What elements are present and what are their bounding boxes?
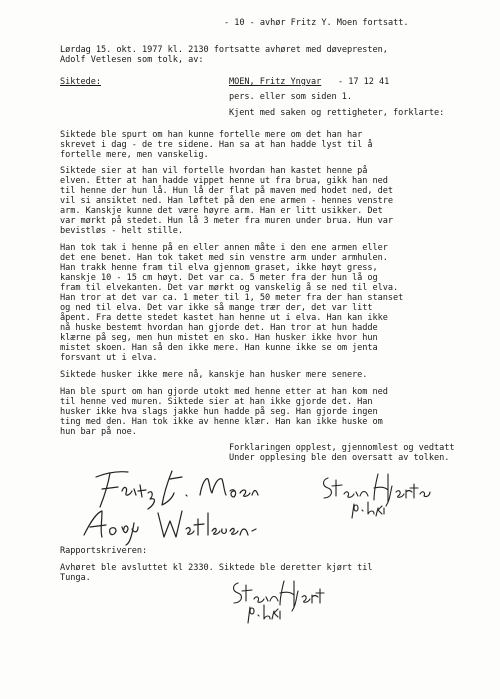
para5-line: Han ble spurt om han gjorde utokt med henne etter at han kom ned: [60, 387, 388, 397]
page-header: - 10 - avhør Fritz Y. Moen fortsatt.: [224, 18, 409, 28]
para1-line: skrevet i dag - de tre sidene. Han sa at han hadde lyst til å: [60, 140, 373, 150]
intro-line-1: Lørdag 15. okt. 1977 kl. 2130 fortsatte avhøret med døvepresten,: [60, 45, 388, 55]
intro-line-2: Adolf Vetlesen som tolk, av:: [60, 55, 204, 65]
para2-line: var mørkt på stedet. Hun lå 3 meter fra muren under brua. Hun var: [60, 216, 394, 226]
para3-line: fram til elvekanten. Det var mørkt og vanskelig å se ned til elva.: [60, 283, 399, 293]
subject-label: Siktede:: [60, 77, 101, 87]
para3-line: Han tok tak i henne på en eller annen måte i den ene armen eller: [60, 243, 388, 253]
para2-line: Siktede sier at han vil fortelle hvordan han kastet henne på: [60, 166, 368, 176]
para2-line: til henne der hun lå. Hun lå der flat på maven med hodet ned, det: [60, 186, 394, 196]
para3-line: Han trakk henne fram til elva gjennom graset, ikke høyt gress,: [60, 263, 378, 273]
para3-line: forsvant ut i elva.: [60, 353, 158, 363]
report-label: Rapportskriveren:: [60, 546, 148, 556]
signature-interpreter: [80, 505, 270, 547]
signature-officer-1: [318, 470, 433, 520]
para3-line: åpent. Fra dette stedet kastet han henne ut i elva. Han kan ikke: [60, 313, 388, 323]
para3-line: mistet skoen. Han så den ikke mere. Han kunne ikke se om jenta: [60, 343, 378, 353]
para2-line: bevistløs - helt stille.: [60, 226, 183, 236]
para2-line: vil si ansiktet ned. Han løftet på den ene armen - hennes venstre: [60, 196, 394, 206]
report-line-2: Tunga.: [60, 573, 91, 583]
para3-line: Han tror at det var ca. 1 meter til 1, 50 meter fra der han stanset: [60, 293, 404, 303]
para5-line: ting med den. Han tok ikke av henne klær. Han kan ikke huske om: [60, 417, 383, 427]
closing-line-2: Under opplesing ble den oversatt av tolken.: [229, 453, 450, 463]
para2-line: arm. Kanskje kunne det være høyre arm. Han er litt usikker. Det: [60, 206, 383, 216]
para3-line: nå huske bestemt hvordan han gjorde det. Han tror at hun hadde: [60, 323, 378, 333]
report-line-1: Avhøret ble avsluttet kl 2330. Siktede ble deretter kjørt til: [60, 563, 373, 573]
para5-line: husker ikke hva slags jakke hun hadde på seg. Han gjorde ingen: [60, 407, 378, 417]
para3-line: kanskje 10 - 15 cm høyt. Det var ca. 5 meter fra der hun lå og: [60, 273, 378, 283]
closing-line-1: Forklaringen opplest, gjennomlest og vedtatt: [229, 443, 455, 453]
para3-line: og ned til elva. Det var ikke så mange trær der, det var litt: [60, 303, 373, 313]
subject-rights: Kjent med saken og rettigheter, forklarte:: [229, 108, 445, 118]
para5-line: hun bar på noe.: [60, 427, 137, 437]
para1-line: Siktede ble spurt om han kunne fortelle mere om det han har: [60, 130, 363, 140]
subject-name: MOEN, Fritz Yngvar: [229, 77, 322, 87]
para4-line: Siktede husker ikke mere nå, kanskje han husker mere senere.: [60, 370, 368, 380]
para3-line: klærne på seg, men hun mistet en sko. Han husker ikke hvor hun: [60, 333, 378, 343]
para3-line: det ene benet. Han tok taket med sin venstre arm under armhulen.: [60, 253, 388, 263]
para2-line: elven. Etter at han hadde vippet henne ut fra brua, gikk han ned: [60, 176, 388, 186]
subject-personal: pers. eller som siden 1.: [229, 92, 352, 102]
para1-line: fortelle mere, men vanskelig.: [60, 150, 209, 160]
para5-line: til henne ved muren. Siktede sier at han ikke gjorde det. Han: [60, 397, 373, 407]
signature-officer-2: [228, 577, 328, 625]
subject-dob: - 17 12 41: [338, 77, 390, 87]
